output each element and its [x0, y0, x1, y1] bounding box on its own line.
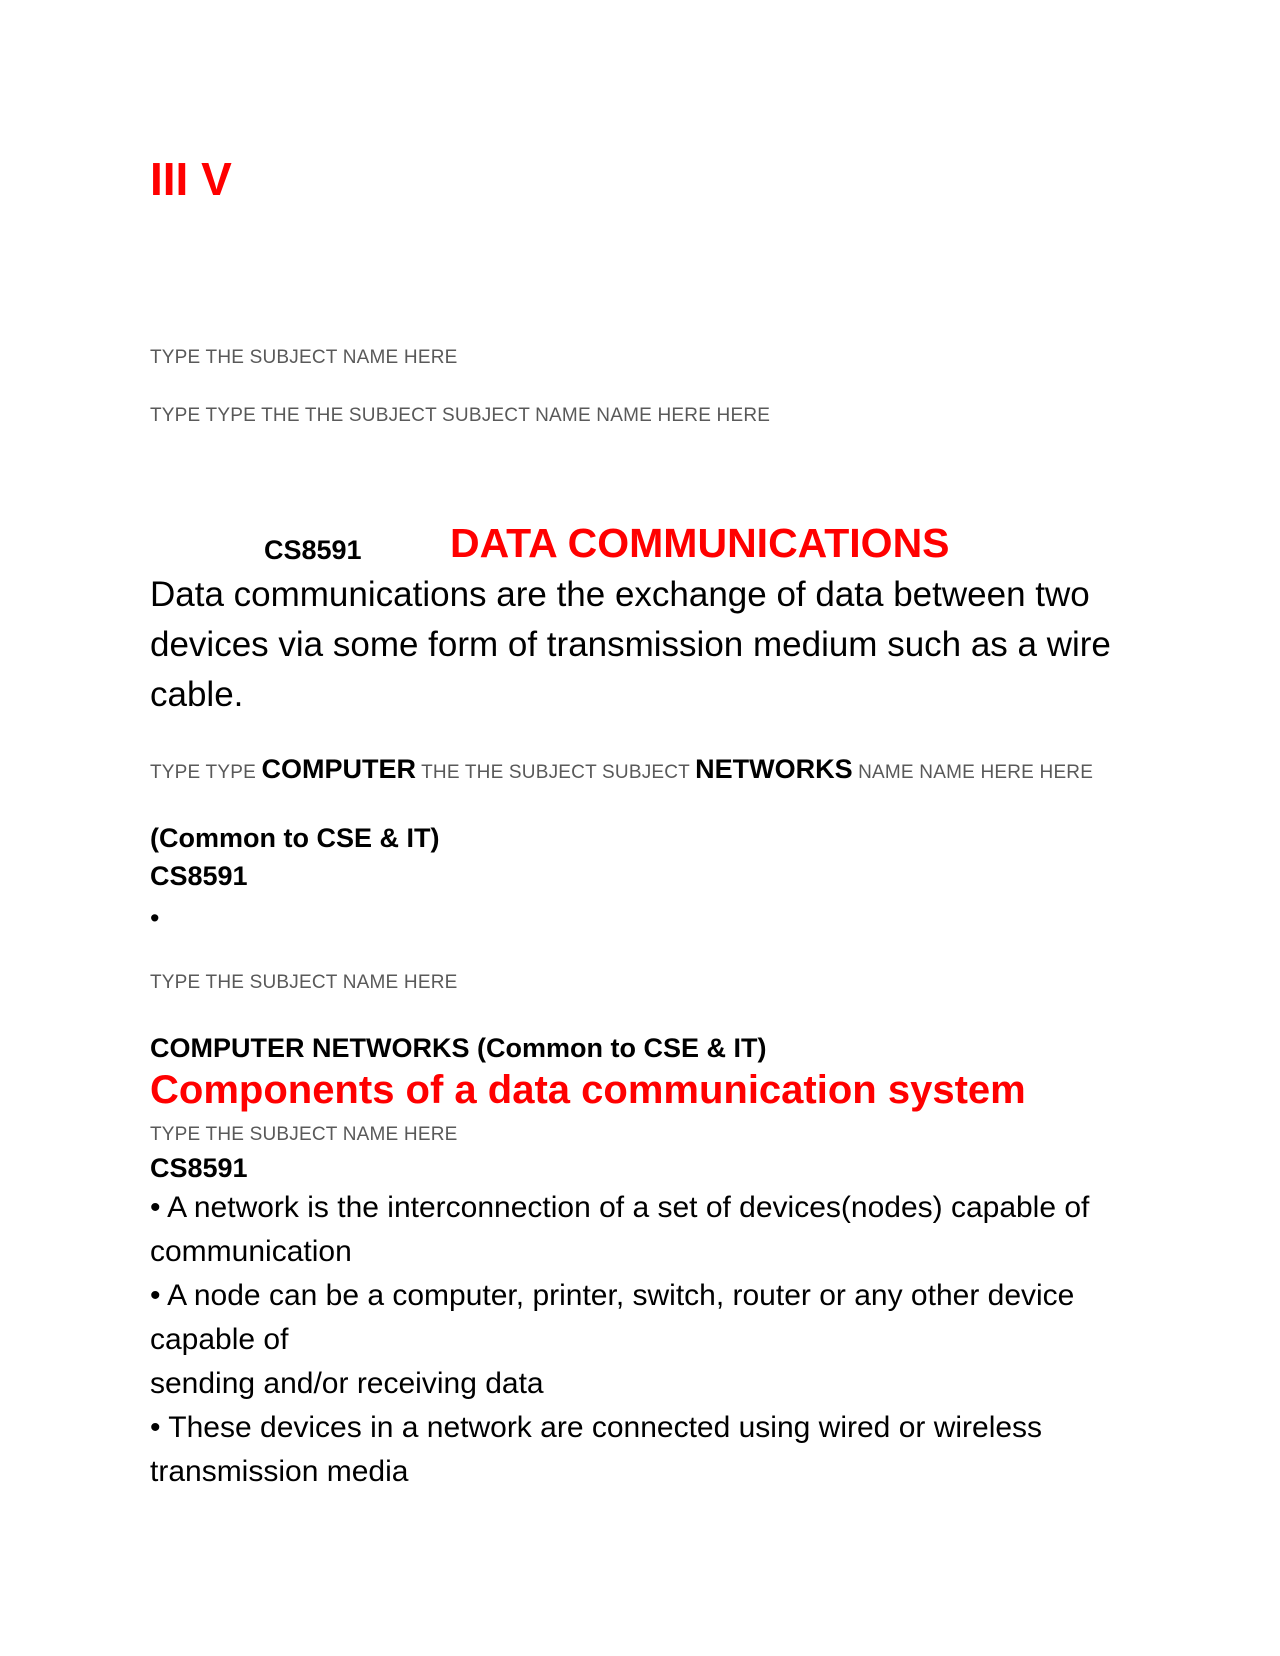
mixed-line-part: THE THE SUBJECT SUBJECT — [415, 762, 696, 783]
empty-bullet: • — [150, 903, 160, 933]
subject-placeholder: TYPE THE SUBJECT NAME HERE — [150, 347, 458, 368]
mixed-line-computer: COMPUTER — [261, 754, 416, 784]
components-bullet-list — [150, 1186, 1150, 1494]
subject-placeholder: TYPE THE SUBJECT NAME HERE — [150, 972, 458, 993]
data-communications-paragraph: Data communications are the exchange of data between two devices via some form of transmission medium such as a wire cable. — [150, 575, 1111, 714]
mixed-line-part: NAME NAME HERE HERE — [852, 762, 1094, 783]
subject-name-mixed-line — [150, 754, 1150, 789]
section-title-data-communications: DATA COMMUNICATIONS — [450, 520, 950, 566]
course-code: CS8591 — [150, 1153, 248, 1183]
mixed-line-part: TYPE TYPE — [150, 762, 262, 783]
section-title-components: Components of a data communication system — [150, 1068, 1026, 1112]
course-code: CS8591 — [264, 535, 362, 565]
list-item: sending and/or receiving data — [150, 1367, 544, 1400]
common-to-label: (Common to CSE & IT) — [150, 823, 440, 853]
list-item: • A network is the interconnection of a set of devices(nodes) capable of communication — [150, 1191, 1090, 1268]
year-semester-heading: III V — [150, 153, 232, 205]
list-item: • These devices in a network are connected using wired or wireless transmission media — [150, 1411, 1043, 1488]
subject-placeholder-duplicated: TYPE TYPE THE THE SUBJECT SUBJECT NAME NAME HERE HERE — [150, 405, 771, 426]
subject-placeholder: TYPE THE SUBJECT NAME HERE — [150, 1124, 458, 1145]
course-full-name: COMPUTER NETWORKS (Common to CSE & IT) — [150, 1033, 767, 1063]
course-code: CS8591 — [150, 861, 248, 891]
mixed-line-networks: NETWORKS — [695, 754, 853, 784]
list-item: • A node can be a computer, printer, switch, router or any other device capable of — [150, 1279, 1075, 1356]
